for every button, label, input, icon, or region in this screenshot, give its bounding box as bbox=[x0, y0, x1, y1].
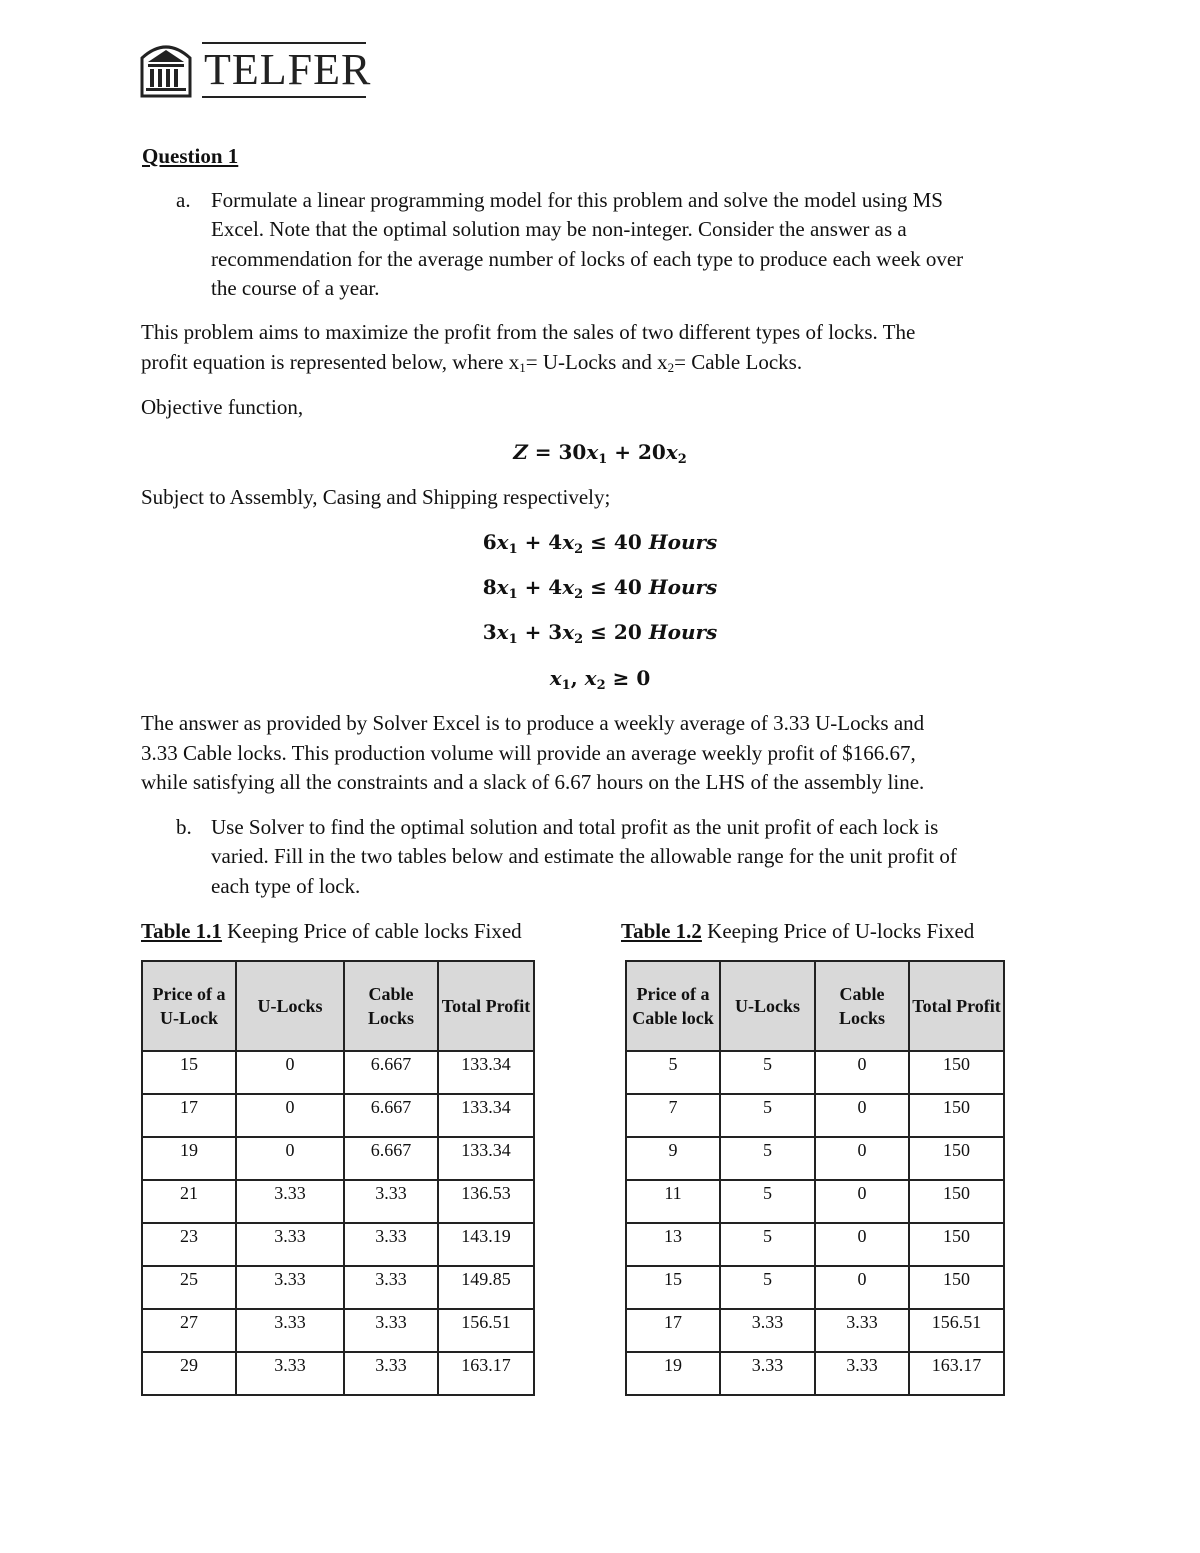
table-cell: 3.33 bbox=[815, 1309, 909, 1352]
table-cell: 5 bbox=[720, 1266, 815, 1309]
table-cell: 150 bbox=[909, 1137, 1004, 1180]
table-cell: 3.33 bbox=[344, 1180, 438, 1223]
table-row bbox=[142, 1352, 534, 1395]
table-cell: 150 bbox=[909, 1094, 1004, 1137]
header-price: Price of a Cable lock bbox=[626, 961, 720, 1051]
table-cell: 0 bbox=[815, 1223, 909, 1266]
table-cell: 0 bbox=[815, 1051, 909, 1094]
table-cell: 6.667 bbox=[344, 1094, 438, 1137]
table-cell: 25 bbox=[142, 1266, 236, 1309]
part-a-line: Excel. Note that the optimal solution may be non-integer. Consider the answer as a bbox=[211, 217, 907, 241]
table-cell: 156.51 bbox=[438, 1309, 534, 1352]
table-cell: 0 bbox=[815, 1180, 909, 1223]
header-cable-locks: Cable Locks bbox=[344, 961, 438, 1051]
table-cell: 133.34 bbox=[438, 1137, 534, 1180]
table-cell: 3.33 bbox=[344, 1309, 438, 1352]
table-cell: 15 bbox=[626, 1266, 720, 1309]
table1-header-row bbox=[142, 961, 534, 1051]
table-cell: 133.34 bbox=[438, 1051, 534, 1094]
table-cell: 150 bbox=[909, 1180, 1004, 1223]
table-cell: 150 bbox=[909, 1266, 1004, 1309]
table-row bbox=[626, 1051, 1004, 1094]
table-cell: 0 bbox=[815, 1094, 909, 1137]
header-cable-locks: Cable Locks bbox=[815, 961, 909, 1051]
table-cell: 0 bbox=[815, 1137, 909, 1180]
objective-label: Objective function, bbox=[141, 395, 304, 419]
header-ulocks: U-Locks bbox=[236, 961, 344, 1051]
constraints-label: Subject to Assembly, Casing and Shipping respectively; bbox=[141, 485, 611, 509]
header-price: Price of a U-Lock bbox=[142, 961, 236, 1051]
table-cell: 11 bbox=[626, 1180, 720, 1223]
table1 bbox=[141, 960, 535, 1396]
table-cell: 17 bbox=[626, 1309, 720, 1352]
table-cell: 156.51 bbox=[909, 1309, 1004, 1352]
answer-line: while satisfying all the constraints and a slack of 6.67 hours on the LHS of the assembly line. bbox=[141, 770, 925, 794]
part-b-line: each type of lock. bbox=[211, 874, 361, 898]
table-cell: 150 bbox=[909, 1223, 1004, 1266]
telfer-logo bbox=[140, 38, 372, 100]
table-row bbox=[142, 1051, 534, 1094]
table-cell: 6.667 bbox=[344, 1137, 438, 1180]
table-cell: 0 bbox=[236, 1137, 344, 1180]
table-cell: 0 bbox=[815, 1266, 909, 1309]
table-cell: 17 bbox=[142, 1094, 236, 1137]
table-row bbox=[142, 1223, 534, 1266]
table-cell: 163.17 bbox=[909, 1352, 1004, 1395]
table-cell: 5 bbox=[626, 1051, 720, 1094]
header-total-profit: Total Profit bbox=[909, 961, 1004, 1051]
part-a-marker: a. bbox=[176, 188, 191, 212]
table-cell: 3.33 bbox=[815, 1352, 909, 1395]
header-total-profit: Total Profit bbox=[438, 961, 534, 1051]
answer-line: 3.33 Cable locks. This production volume will provide an average weekly profit of $166.67, bbox=[141, 741, 916, 765]
question-heading: Question 1 bbox=[142, 144, 239, 168]
table2-caption: Table 1.2 Keeping Price of U-locks Fixed bbox=[621, 919, 975, 943]
table-cell: 3.33 bbox=[720, 1352, 815, 1395]
table-cell: 3.33 bbox=[236, 1309, 344, 1352]
table-cell: 5 bbox=[720, 1094, 815, 1137]
table-cell: 19 bbox=[142, 1137, 236, 1180]
shipping-constraint: $3x_1 + 3x_2 \le 20$ Hours bbox=[482, 620, 718, 647]
building-icon bbox=[140, 38, 192, 98]
table-cell: 3.33 bbox=[236, 1352, 344, 1395]
table-row bbox=[142, 1137, 534, 1180]
intro-line: This problem aims to maximize the profit from the sales of two different types of locks. The bbox=[141, 320, 916, 344]
table-cell: 3.33 bbox=[344, 1223, 438, 1266]
table-cell: 0 bbox=[236, 1051, 344, 1094]
logo-wordmark: TELFER bbox=[202, 42, 366, 98]
table-cell: 3.33 bbox=[344, 1352, 438, 1395]
table-row bbox=[142, 1180, 534, 1223]
table-row bbox=[626, 1352, 1004, 1395]
table-cell: 5 bbox=[720, 1223, 815, 1266]
assembly-constraint: $6x_1 + 4x_2 \le 40$ Hours bbox=[482, 530, 718, 557]
nonnegativity-constraint: $x_1$, $x_2 \ge 0$ bbox=[549, 666, 651, 693]
table-cell: 136.53 bbox=[438, 1180, 534, 1223]
header-ulocks: U-Locks bbox=[720, 961, 815, 1051]
table-cell: 3.33 bbox=[236, 1180, 344, 1223]
table-row bbox=[626, 1266, 1004, 1309]
table-row bbox=[626, 1137, 1004, 1180]
table-cell: 21 bbox=[142, 1180, 236, 1223]
table-cell: 19 bbox=[626, 1352, 720, 1395]
table2-header-row bbox=[626, 961, 1004, 1051]
answer-line: The answer as provided by Solver Excel is to produce a weekly average of 3.33 U-Locks and bbox=[141, 711, 925, 735]
table-cell: 149.85 bbox=[438, 1266, 534, 1309]
table-row bbox=[626, 1094, 1004, 1137]
table-cell: 133.34 bbox=[438, 1094, 534, 1137]
table-row bbox=[142, 1266, 534, 1309]
part-b-marker: b. bbox=[176, 815, 192, 839]
table-cell: 5 bbox=[720, 1180, 815, 1223]
part-b-line: Use Solver to find the optimal solution and total profit as the unit profit of each lock is bbox=[211, 815, 939, 839]
table-cell: 29 bbox=[142, 1352, 236, 1395]
table-row bbox=[142, 1094, 534, 1137]
table1-caption: Table 1.1 Keeping Price of cable locks Fixed bbox=[141, 919, 522, 943]
part-a-line: the course of a year. bbox=[211, 276, 380, 300]
part-a-line: Formulate a linear programming model for this problem and solve the model using MS bbox=[211, 188, 943, 212]
table-row bbox=[626, 1180, 1004, 1223]
table-row bbox=[626, 1309, 1004, 1352]
table-cell: 7 bbox=[626, 1094, 720, 1137]
intro-line: profit equation is represented below, where $x_1=$ U-Locks and $x_2=$ Cable Locks. bbox=[141, 350, 803, 375]
casing-constraint: $8x_1 + 4x_2 \le 40$ Hours bbox=[482, 575, 718, 602]
table-cell: 6.667 bbox=[344, 1051, 438, 1094]
table-cell: 0 bbox=[236, 1094, 344, 1137]
part-a-line: recommendation for the average number of locks of each type to produce each week over bbox=[211, 247, 964, 271]
part-b-line: varied. Fill in the two tables below and estimate the allowable range for the unit profit of bbox=[211, 844, 957, 868]
table2 bbox=[625, 960, 1005, 1396]
table-cell: 3.33 bbox=[344, 1266, 438, 1309]
table-row bbox=[626, 1223, 1004, 1266]
table-cell: 15 bbox=[142, 1051, 236, 1094]
table-cell: 13 bbox=[626, 1223, 720, 1266]
table-cell: 3.33 bbox=[236, 1223, 344, 1266]
objective-equation: $Z = 30x_1 + 20x_2$ bbox=[513, 440, 687, 467]
table-cell: 163.17 bbox=[438, 1352, 534, 1395]
table-cell: 3.33 bbox=[720, 1309, 815, 1352]
table-cell: 5 bbox=[720, 1051, 815, 1094]
table-cell: 3.33 bbox=[236, 1266, 344, 1309]
table-cell: 150 bbox=[909, 1051, 1004, 1094]
table-cell: 5 bbox=[720, 1137, 815, 1180]
table-cell: 9 bbox=[626, 1137, 720, 1180]
table-cell: 27 bbox=[142, 1309, 236, 1352]
table-cell: 143.19 bbox=[438, 1223, 534, 1266]
table-cell: 23 bbox=[142, 1223, 236, 1266]
table-row bbox=[142, 1309, 534, 1352]
